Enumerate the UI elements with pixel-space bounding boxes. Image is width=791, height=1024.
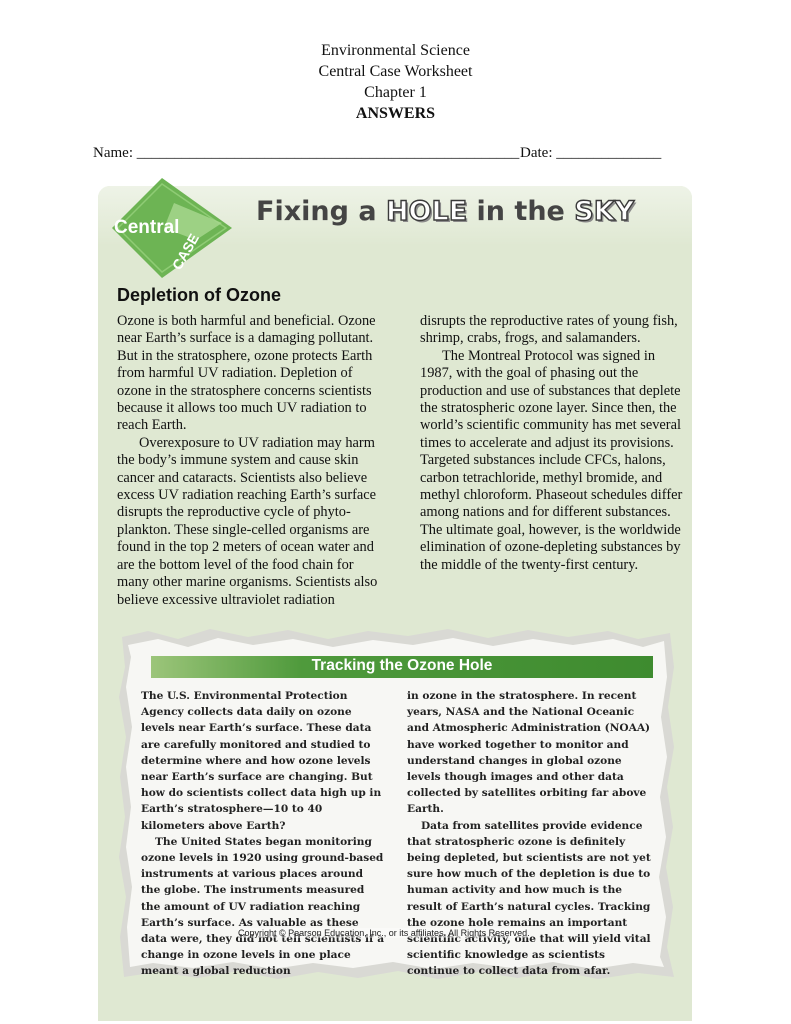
date-label: Date: xyxy=(520,145,553,161)
paragraph: The United States began monitoring ozone levels in 1920 using ground-based instruments at various places around the globe. The instruments measured the amount of UV radiation reaching Earth’s surface. As valuable as these data were, they did not tell scientists if a change in ozone levels in one place meant a global reduction xyxy=(141,835,385,978)
badge-case-text: CASE xyxy=(168,230,203,273)
name-label: Name: xyxy=(93,145,133,161)
paragraph: in ozone in the stratosphere. In recent years, NASA and the National Oceanic and Atmospheric Administration (NOAA) have worked together to monitor and understand changes in global ozone levels though images and other data collected by satellites orbiting far above Earth. xyxy=(407,690,651,816)
paragraph: disrupts the reproductive rates of young fish, shrimp, crabs, frogs, and salamanders. xyxy=(420,313,678,347)
date-field[interactable]: ______________ xyxy=(556,145,662,161)
name-date-row xyxy=(93,145,693,162)
paragraph: The U.S. Environmental Protection Agency collects data daily on ozone levels near Earth’s surface. These data are carefully monitored and studied to determine where and how ozone levels near Earth’s surface are changing. But how do scientists collect data high up in Earth’s stratosphere—10 to 40 kilometers above Earth? xyxy=(141,690,382,832)
date-group xyxy=(520,145,661,162)
paragraph: Overexposure to UV radiation may harm the body’s immune system and cause skin cancer and cataracts. Scientists also believe excess UV radiation reaching Earth’s surface disrupts the reproductive cycle of phyto-plankton. These single-celled organisms are found in the top 2 meters of ocean water and are the bottom level of the food chain for many other marine organisms. Scientists also believe excessive ultraviolet radiation xyxy=(117,434,378,608)
badge-central-text: Central xyxy=(114,217,180,238)
tracking-title-bar xyxy=(151,656,653,678)
worksheet-title: Central Case Worksheet xyxy=(318,63,473,80)
title-part1: Fixing a xyxy=(256,196,386,227)
article-column-right xyxy=(420,313,686,574)
paragraph: The Montreal Protocol was signed in 1987, with the goal of phasing out the production and use of substances that deplete the stratospheric ozone layer. Since then, the world’s scientific community has met several times to accelerate and adjust its provisions. Targeted substances include CFCs, halons, carbon tetrachloride, methyl bromide, and methyl chloroform. Phaseout schedules differ among nations and for different substances. The ultimate goal, however, is the worldwide elimination of ozone-depleting substances by the middle of the twenty-first century. xyxy=(420,347,683,573)
tracking-title: Tracking the Ozone Hole xyxy=(311,657,493,674)
article-column-left xyxy=(117,313,387,609)
name-field[interactable]: ___________________________________________________ xyxy=(136,145,520,161)
answers-label: ANSWERS xyxy=(355,105,436,122)
paragraph: Ozone is both harmful and beneficial. Ozone near Earth’s surface is a damaging pollutant. But in the stratosphere, ozone protects Earth from harmful UV radiation. Depletion of ozone in the stratosphere concerns scientists because it allows too much UV radiation to reach Earth. xyxy=(117,313,376,434)
title-hole: HOLE xyxy=(385,196,468,227)
case-title xyxy=(256,196,634,227)
paragraph: Data from satellites provide evidence that stratospheric ozone is definitely being depleted, but scientists are not yet sure how much of the depletion is due to human activity and how much is the result of Earth’s natural cycles. Tracking the ozone hole remains an important scientific activity, one that will yield vital scientific knowledge as scientists continue to collect data from afar. xyxy=(407,819,651,978)
course-title: Environmental Science xyxy=(321,42,470,59)
copyright-notice: Copyright © Pearson Education, Inc., or its affiliates. All Rights Reserved. xyxy=(238,928,530,938)
title-part3: in the xyxy=(467,196,575,227)
section-heading: Depletion of Ozone xyxy=(117,285,281,305)
title-sky: SKY xyxy=(574,196,635,227)
chapter-label: Chapter 1 xyxy=(364,84,427,101)
central-case-badge xyxy=(104,178,234,278)
